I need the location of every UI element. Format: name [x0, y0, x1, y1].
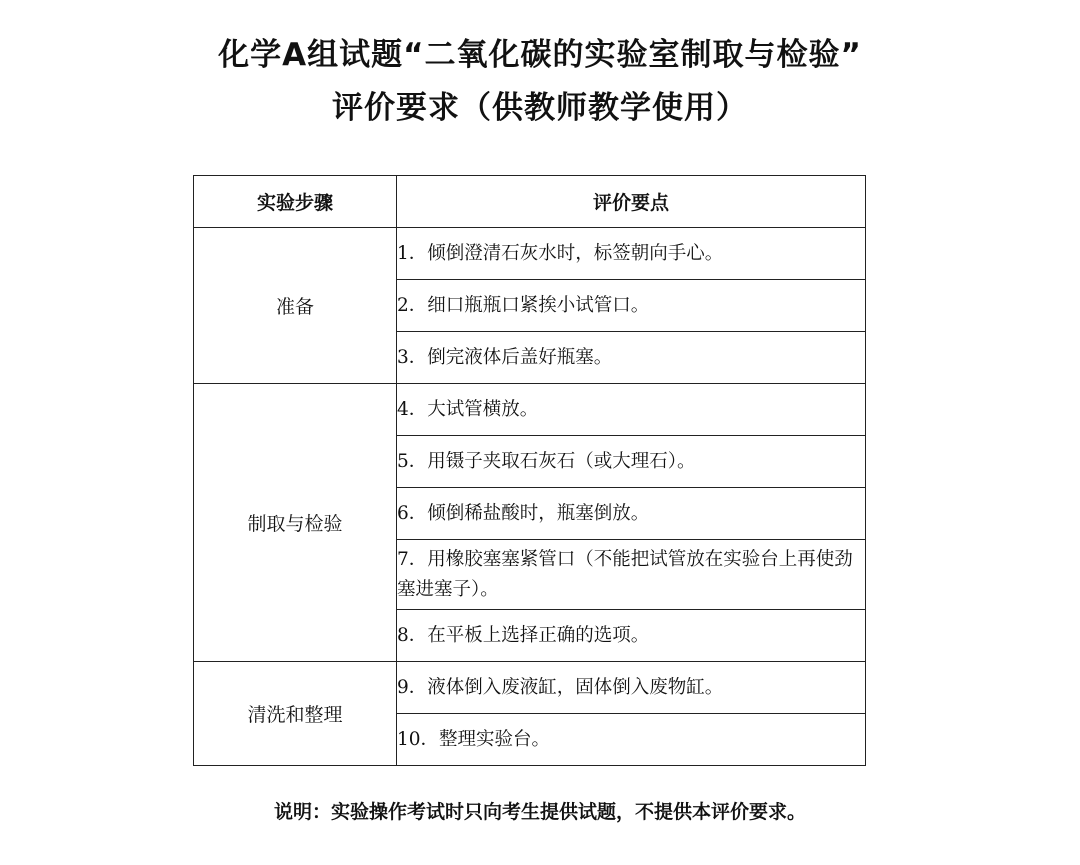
column-header-step: 实验步骤	[194, 176, 397, 228]
document-note: 说明：实验操作考试时只向考生提供试题，不提供本评价要求。	[273, 801, 806, 823]
point-cell: 1．倾倒澄清石灰水时，标签朝向手心。	[397, 228, 866, 280]
point-cell: 3．倒完液体后盖好瓶塞。	[397, 332, 866, 384]
point-cell: 9．液体倒入废液缸，固体倒入废物缸。	[397, 662, 866, 714]
point-cell: 6．倾倒稀盐酸时，瓶塞倒放。	[397, 488, 866, 540]
evaluation-table	[193, 175, 866, 766]
document-title-line-1: 化学A组试题“二氧化碳的实验室制取与检验”	[218, 37, 862, 73]
table-row	[194, 662, 866, 714]
point-cell: 7．用橡胶塞塞紧管口（不能把试管放在实验台上再使劲塞进塞子）。	[397, 540, 866, 610]
column-header-points: 评价要点	[397, 176, 866, 228]
point-cell: 5．用镊子夹取石灰石（或大理石）。	[397, 436, 866, 488]
document-title-line-2: 评价要求（供教师教学使用）	[332, 90, 748, 126]
step-cell-prepare: 准备	[194, 228, 397, 384]
point-cell: 4．大试管横放。	[397, 384, 866, 436]
table-row	[194, 384, 866, 436]
table-row	[194, 228, 866, 280]
point-cell: 10．整理实验台。	[397, 714, 866, 766]
table-header-row	[194, 176, 866, 228]
step-cell-produce-and-test: 制取与检验	[194, 384, 397, 662]
point-cell: 8．在平板上选择正确的选项。	[397, 610, 866, 662]
point-cell: 2．细口瓶瓶口紧挨小试管口。	[397, 280, 866, 332]
step-cell-clean-and-tidy: 清洗和整理	[194, 662, 397, 766]
